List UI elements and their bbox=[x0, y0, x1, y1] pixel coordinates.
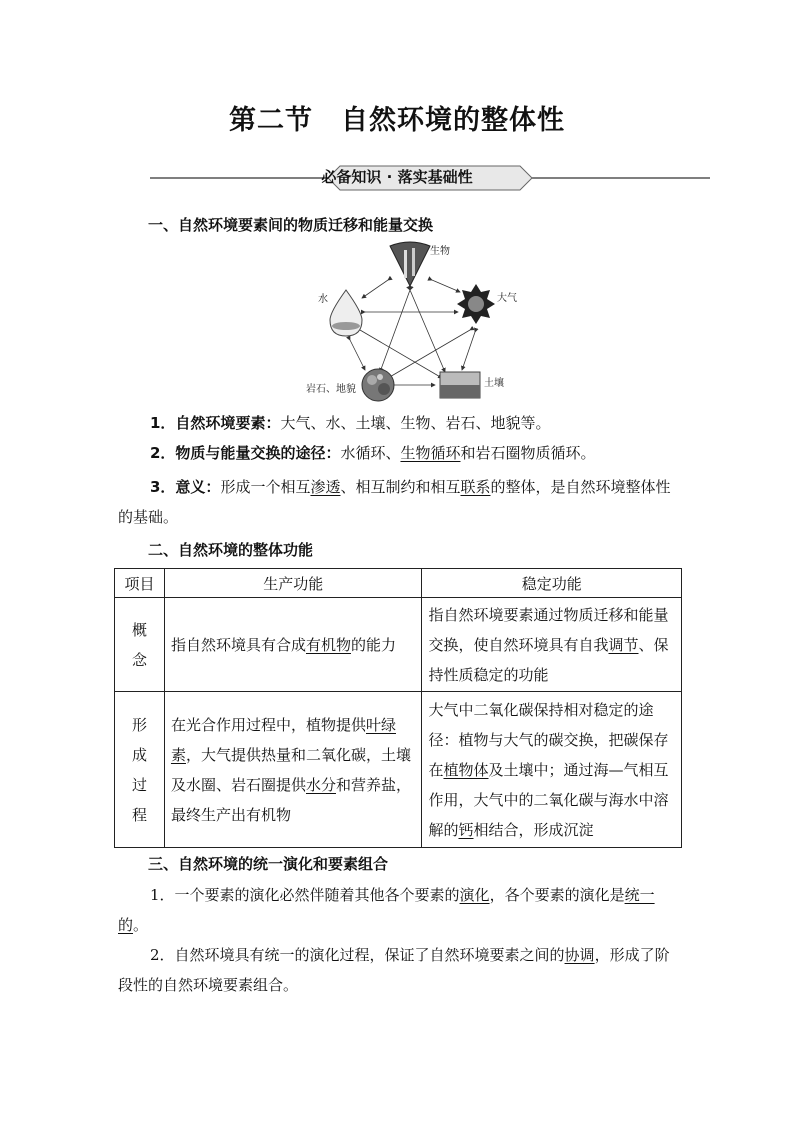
item2-label: 2．物质与能量交换的途径： bbox=[150, 444, 341, 462]
table-row bbox=[115, 598, 682, 692]
section3-paragraph-2: 2．自然环境具有统一的演化过程，保证了自然环境要素之间的协调，形成了阶段性的自然环境要素组合。 bbox=[118, 946, 670, 994]
item2 bbox=[118, 438, 678, 468]
item1-label: 1．自然环境要素： bbox=[150, 414, 281, 432]
item1-text: 大气、水、土壤、生物、岩石、地貌等。 bbox=[280, 414, 551, 432]
biology-icon bbox=[390, 242, 430, 286]
answer-blank: 有机物 bbox=[305, 635, 351, 654]
item2-text-2: 和岩石圈物质循环。 bbox=[460, 444, 596, 462]
soil-icon bbox=[440, 372, 480, 398]
answer-blank: 统一的 bbox=[118, 886, 655, 934]
item1 bbox=[118, 408, 678, 438]
table-cell: 在光合作用过程中，植物提供叶绿素，大气提供热量和二氧化碳，土壤及水圈、岩石圈提供水分和营养盐，最终生产出有机物 bbox=[164, 692, 422, 848]
item3-label: 3．意义： bbox=[150, 478, 221, 496]
item2-answer-1: 生物循环 bbox=[400, 444, 461, 462]
table-header: 稳定功能 bbox=[422, 569, 682, 598]
answer-blank: 调节 bbox=[608, 635, 639, 654]
item3-text: 形成一个相互 bbox=[220, 478, 311, 496]
label-biology: 生物 bbox=[430, 246, 450, 257]
item3 bbox=[118, 472, 678, 532]
table-header: 生产功能 bbox=[164, 569, 422, 598]
item3-text-3: 的整体，是自然环境整体性的基础。 bbox=[118, 478, 671, 526]
section3-paragraph-1: 1．一个要素的演化必然伴随着其他各个要素的演化，各个要素的演化是统一的。 bbox=[118, 886, 655, 934]
answer-blank: 叶绿素 bbox=[170, 715, 396, 764]
table-header-row bbox=[115, 569, 682, 598]
section1-heading: 一、自然环境要素间的物质迁移和能量交换 bbox=[148, 216, 434, 234]
answer-blank: 水分 bbox=[305, 775, 336, 794]
label-water: 水 bbox=[318, 294, 328, 305]
row-label: 概念 bbox=[115, 598, 165, 692]
table-header: 项目 bbox=[115, 569, 165, 598]
section2-heading: 二、自然环境的整体功能 bbox=[148, 541, 314, 559]
table-row bbox=[115, 692, 682, 848]
page-title: 第二节 自然环境的整体性 bbox=[229, 105, 565, 136]
label-rock: 岩石、地貌 bbox=[306, 384, 356, 395]
element-exchange-diagram bbox=[300, 240, 530, 405]
table-cell: 指自然环境要素通过物质迁移和能量交换，使自然环境具有自我调节、保持性质稳定的功能 bbox=[422, 598, 682, 692]
row-label: 形成过程 bbox=[115, 692, 165, 848]
banner-label: 必备知识 · 落实基础性 bbox=[321, 168, 473, 186]
rock-icon bbox=[362, 369, 394, 401]
label-atmosphere: 大气 bbox=[497, 293, 517, 304]
label-soil: 土壤 bbox=[484, 378, 504, 389]
item3-answer-2: 联系 bbox=[460, 478, 491, 496]
table-cell: 大气中二氧化碳保持相对稳定的途径：植物与大气的碳交换，把碳保存在植物体及土壤中；通过海—气相互作用，大气中的二氧化碳与海水中溶解的钙相结合，形成沉淀 bbox=[422, 692, 682, 848]
item3-answer-1: 渗透 bbox=[310, 478, 341, 496]
item2-text: 水循环、 bbox=[340, 444, 401, 462]
function-table bbox=[114, 568, 682, 848]
answer-blank: 演化 bbox=[459, 886, 490, 904]
answer-blank: 植物体 bbox=[443, 760, 489, 779]
item3-text-2: 、相互制约和相互 bbox=[340, 478, 461, 496]
answer-blank: 钙 bbox=[458, 820, 474, 839]
table-cell: 指自然环境具有合成有机物的能力 bbox=[164, 598, 422, 692]
water-icon bbox=[330, 290, 362, 336]
answer-blank: 协调 bbox=[564, 946, 595, 964]
atmosphere-icon bbox=[457, 284, 495, 324]
section3-heading: 三、自然环境的统一演化和要素组合 bbox=[148, 855, 389, 873]
